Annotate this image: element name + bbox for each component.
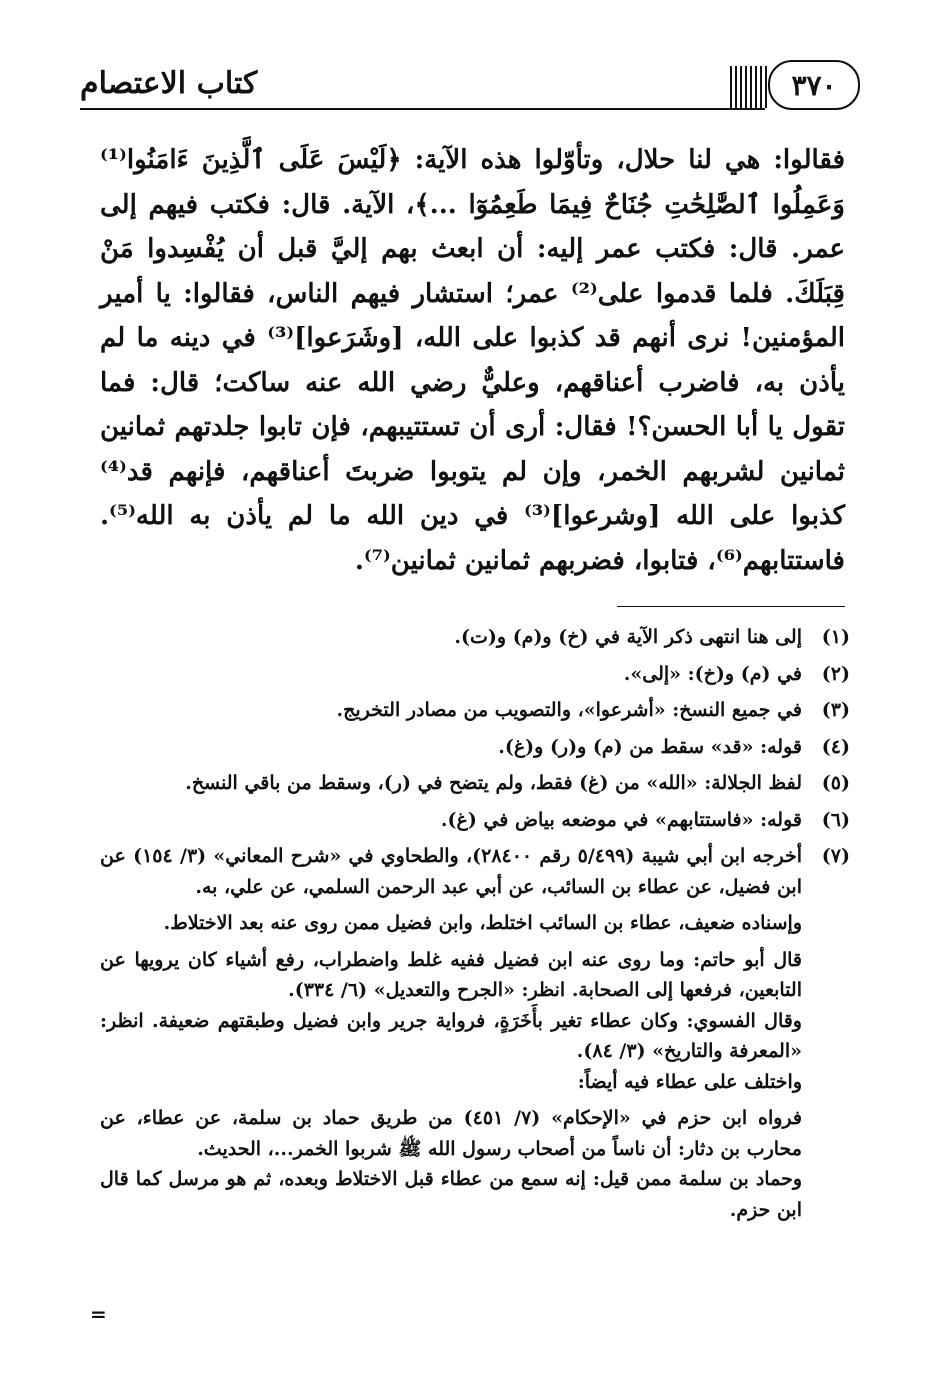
- footnote-number: (٢): [821, 662, 850, 685]
- footnote-7-continuation: وحماد بن سلمة ممن قيل: إنه سمع من عطاء قبل الاختلاط وبعده، ثم هو مرسل كما قال ابن حزم.: [100, 1168, 802, 1221]
- footnote-7-continuation: قال أبو حاتم: وما روى عنه ابن فضيل ففيه غلط واضطراب، رفع أشياء كان يرويها عن التابعين، فرفعها إلى الصحابة. انظر: «الجرح والتعديل» (٦/ ٣٣٤).: [100, 948, 802, 1001]
- footnote-number: (٣): [821, 699, 850, 721]
- footnote-text: في (م) و(خ): «إلى».: [623, 662, 802, 685]
- main-paragraph: فقالوا: هي لنا حلال، وتأوّلوا هذه الآية: ﴿لَيْسَ عَلَى ٱلَّذِينَ ءَامَنُوا⁽¹⁾ وَعَمِلُوا ٱلصَّٰلِحَٰتِ جُنَاحٌ فِيمَا طَعِمُوٓا ...﴾، الآية. قال: فكتب فيهم إلى عمر. قال: فكتب عمر إليه: أن ابعث بهم إليَّ قبل أن يُفْسِدوا مَنْ قِبَلَكَ. فلما قدموا على⁽²⁾ عمر؛ استشار فيهم الناس، فقالوا: يا أمير المؤمنين! نرى أنهم قد كذبوا على الله، [وشَرَعوا]⁽³⁾ في دينه ما لم يأذن به، فاضرب أعناقهم، وعليٌّ رضي الله عنه ساكت؛ قال: فما تقول يا أبا الحسن؟! فقال: أرى أن تستتيبهم، فإن تابوا جلدتهم ثمانين ثمانين لشربهم الخمر، وإن لم يتوبوا ضربتَ أعناقهم، فإنهم قد⁽⁴⁾ كذبوا على الله [وشرعوا]⁽³⁾ في دين الله ما لم يأذن به الله⁽⁵⁾. فاستتابهم⁽⁶⁾، فتابوا، فضربهم ثمانين ثمانين⁽⁷⁾.: [100, 145, 845, 576]
- main-text: [100, 138, 845, 583]
- footnote-number: (٤): [821, 735, 850, 758]
- footnote-text: في جميع النسخ: «أشرعوا»، والتصويب من مصادر التخريج.: [336, 699, 802, 721]
- footnote-5: [100, 768, 850, 799]
- footnote-7-continuation: وإسناده ضعيف، عطاء بن السائب اختلط، وابن فضيل ممن روى عنه بعد الاختلاط.: [163, 912, 802, 934]
- footnote-7: [100, 841, 850, 902]
- footnote-2: [100, 659, 850, 690]
- footnote-1: [100, 622, 850, 653]
- footnotes: [100, 622, 850, 1225]
- page-number-badge: [768, 60, 860, 110]
- running-title: كتاب الاعتصام: [80, 66, 258, 101]
- footnote-text: قوله: «فاستتابهم» في موضعه بياض في (غ).: [440, 808, 802, 831]
- footnote-6: [100, 805, 850, 836]
- footnote-text: لفظ الجلالة: «الله» من (غ) فقط، ولم يتضح في (ر)، وسقط من باقي النسخ.: [185, 772, 802, 794]
- footnote-text: قوله: «قد» سقط من (م) و(ر) و(غ).: [498, 735, 802, 758]
- footnote-number: (٥): [821, 772, 850, 794]
- continuation-mark: =: [90, 1302, 107, 1326]
- footnote-4: [100, 732, 850, 763]
- footnote-text: أخرجه ابن أبي شيبة (٥/٤٩٩ رقم ٢٨٤٠٠)، والطحاوي في «شرح المعاني» (٣/ ١٥٤) عن ابن فضيل، عن عطاء بن السائب، عن أبي عبد الرحمن السلمي، عن علي، به.: [100, 845, 802, 898]
- footnote-number: (٦): [821, 808, 850, 831]
- footnote-text: إلى هنا انتهى ذكر الآية في (خ) و(م) و(ت).: [454, 626, 802, 648]
- header-ornament: [730, 66, 768, 108]
- page-number: ٣٧٠: [791, 68, 837, 102]
- footnote-separator: [617, 606, 845, 607]
- footnote-7-continuation: فرواه ابن حزم في «الإحكام» (٧/ ٤٥١) من طريق حماد بن سلمة، عن عطاء، عن محارب بن دثار: أن ناساً من أصحاب رسول الله ﷺ شربوا الخمر...، الحديث.: [100, 1107, 802, 1160]
- footnote-number: (١): [821, 626, 850, 648]
- footnote-7-continuation: واختلف على عطاء فيه أيضاً:: [577, 1070, 802, 1093]
- page-header: [80, 60, 860, 120]
- footnote-number: (٧): [821, 845, 850, 867]
- footnote-3: [100, 695, 850, 726]
- footnote-7-continuation: وقال الفسوي: وكان عطاء تغير بأَخَرَةٍ، فرواية جرير وابن فضيل وطبقتهم ضعيفة. انظر: «المعرفة والتاريخ» (٣/ ٨٤).: [100, 1009, 802, 1062]
- header-rule: [80, 108, 765, 110]
